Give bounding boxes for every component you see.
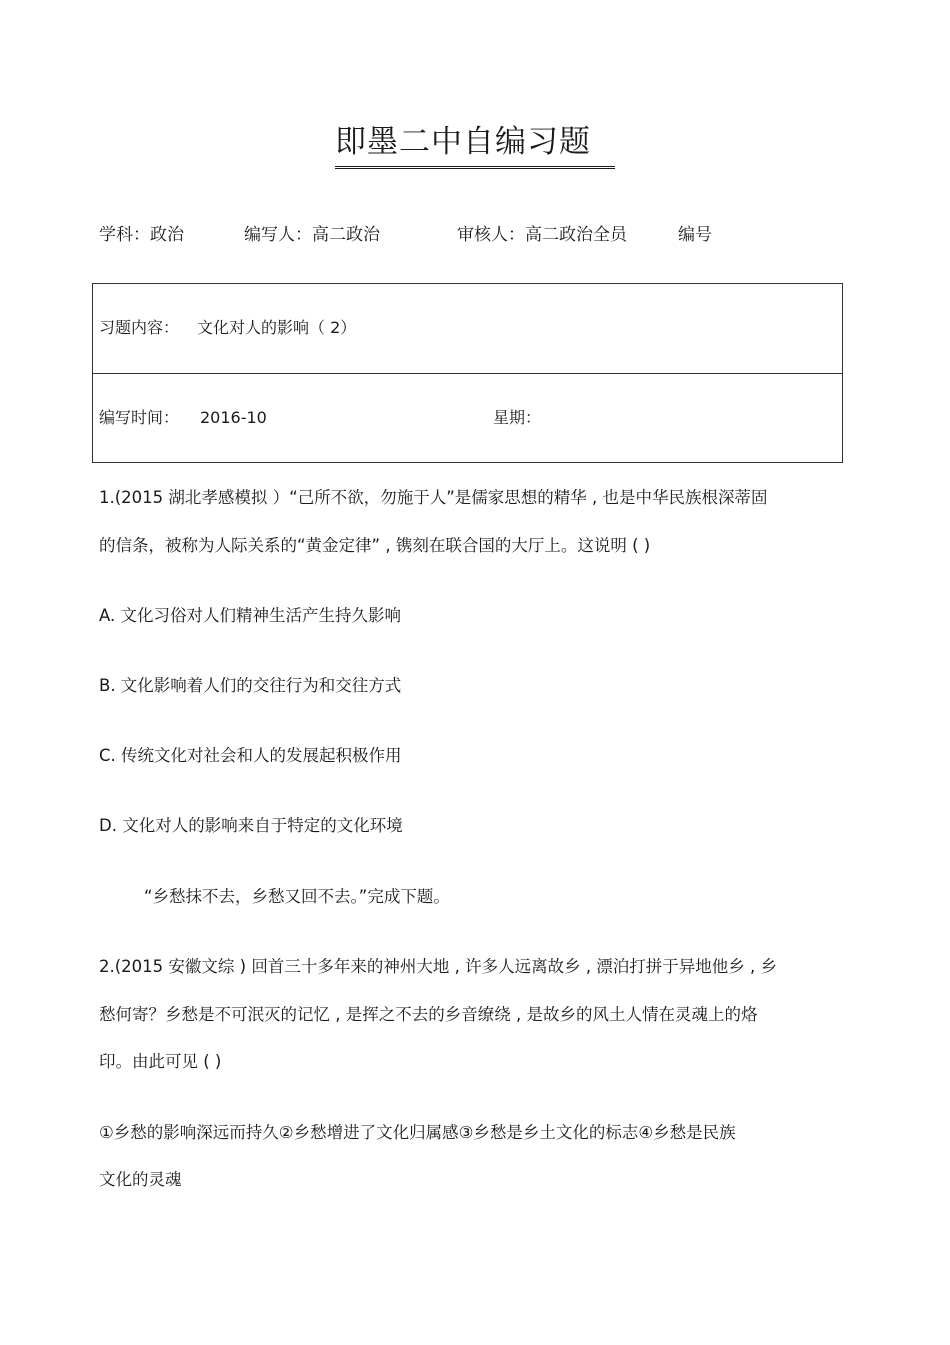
page-title-text: 即墨二中自编习题 bbox=[335, 120, 615, 169]
question2-stem-line1: 2.(2015 安徽文综 ) 回首三十多年来的神州大地 , 许多人远离故乡 , 漂泊打拼于异地他乡 , 乡 bbox=[99, 957, 778, 976]
info-row-content bbox=[93, 284, 842, 374]
info-table bbox=[92, 283, 843, 463]
content-label: 习题内容： bbox=[99, 318, 180, 337]
weekday-label: 星期： bbox=[493, 408, 542, 427]
info-row-time bbox=[93, 374, 842, 464]
number-field: 编号 bbox=[678, 225, 712, 245]
question1-option-c: C. 传统文化对社会和人的发展起积极作用 bbox=[99, 746, 402, 765]
question2-stem-line3: 印。由此可见 ( ) bbox=[99, 1052, 222, 1071]
subject-field: 学科：政治 bbox=[99, 225, 184, 245]
time-label: 编写时间： bbox=[99, 408, 180, 427]
reviewer-field: 审核人：高二政治全员 bbox=[457, 225, 627, 245]
page-title bbox=[0, 120, 950, 169]
question1-stem-line1: 1.(2015 湖北孝感模拟 ）“己所不欲，勿施于人”是儒家思想的精华 , 也是中华民族根深蒂固 bbox=[99, 488, 768, 507]
writer-field: 编写人：高二政治 bbox=[244, 225, 380, 245]
question1-option-b: B. 文化影响着人们的交往行为和交往方式 bbox=[99, 676, 402, 695]
question1-option-a: A. 文化习俗对人们精神生活产生持久影响 bbox=[99, 606, 401, 625]
question2-options-line1: ①乡愁的影响深远而持久②乡愁增进了文化归属感③乡愁是乡土文化的标志④乡愁是民族 bbox=[99, 1123, 736, 1142]
question1-option-d: D. 文化对人的影响来自于特定的文化环境 bbox=[99, 816, 403, 835]
content-value: 文化对人的影响（ 2） bbox=[197, 318, 357, 337]
time-value: 2016-10 bbox=[200, 408, 267, 427]
reading-intro: “乡愁抹不去，乡愁又回不去。”完成下题。 bbox=[144, 887, 450, 906]
question2-options-line2: 文化的灵魂 bbox=[99, 1170, 182, 1189]
question1-stem-line2: 的信条，被称为人际关系的“黄金定律” , 镌刻在联合国的大厅上。这说明 ( ) bbox=[99, 536, 651, 555]
question2-stem-line2: 愁何寄？乡愁是不可泯灭的记忆 , 是挥之不去的乡音缭绕 , 是故乡的风土人情在灵魂上的烙 bbox=[99, 1005, 758, 1024]
